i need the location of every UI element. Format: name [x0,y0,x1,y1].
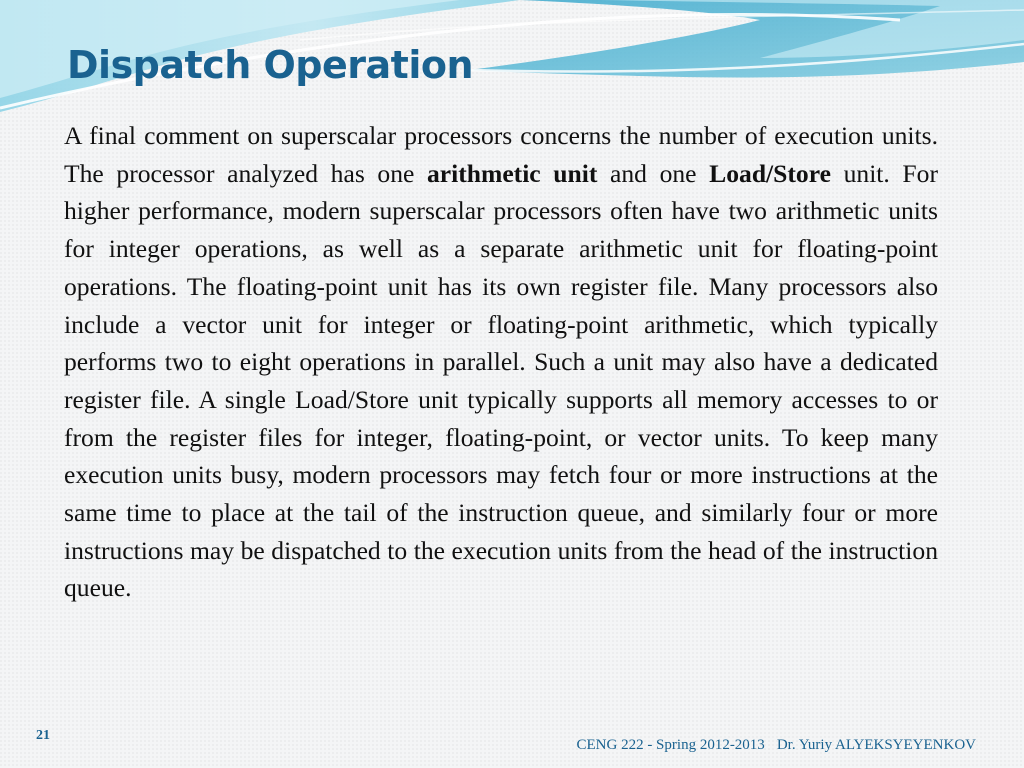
body-text-segment: unit. For higher performance, modern superscalar processors often have two arithmetic units for integer operations, as well as a separate arithmetic unit for floating-point operations. The floating-point unit has its own register file. Many processors also include a vector unit for integer or floating-point arithmetic, which typically performs two to eight operations in parallel. Such a unit may also have a dedicated register file. A single Load/Store unit typically supports all memory accesses to or from the register files for integer, floating-point, or vector units. To keep many execution units busy, modern processors may fetch four or more instructions at the same time to place at the tail of the instruction queue, and similarly four or more instructions may be dispatched to the execution units from the head of the instruction queue. [64,158,938,603]
bold-term-load-store: Load/Store [709,158,831,188]
footer-author: Dr. Yuriy ALYEKSYEYENKOV [776,737,976,753]
bold-term-arithmetic-unit: arithmetic unit [426,158,598,188]
slide-footer [576,737,976,754]
body-text-segment: and one [597,158,710,188]
body-paragraph [64,117,938,607]
slide-page-number: 21 [36,728,50,743]
body-text-segment: A final comment on superscalar processors concerns the number of execution units. The processor analyzed has one [64,121,938,188]
slide-title: Dispatch Operation [67,43,474,87]
footer-course: CENG 222 - Spring 2012-2013 [576,737,765,753]
